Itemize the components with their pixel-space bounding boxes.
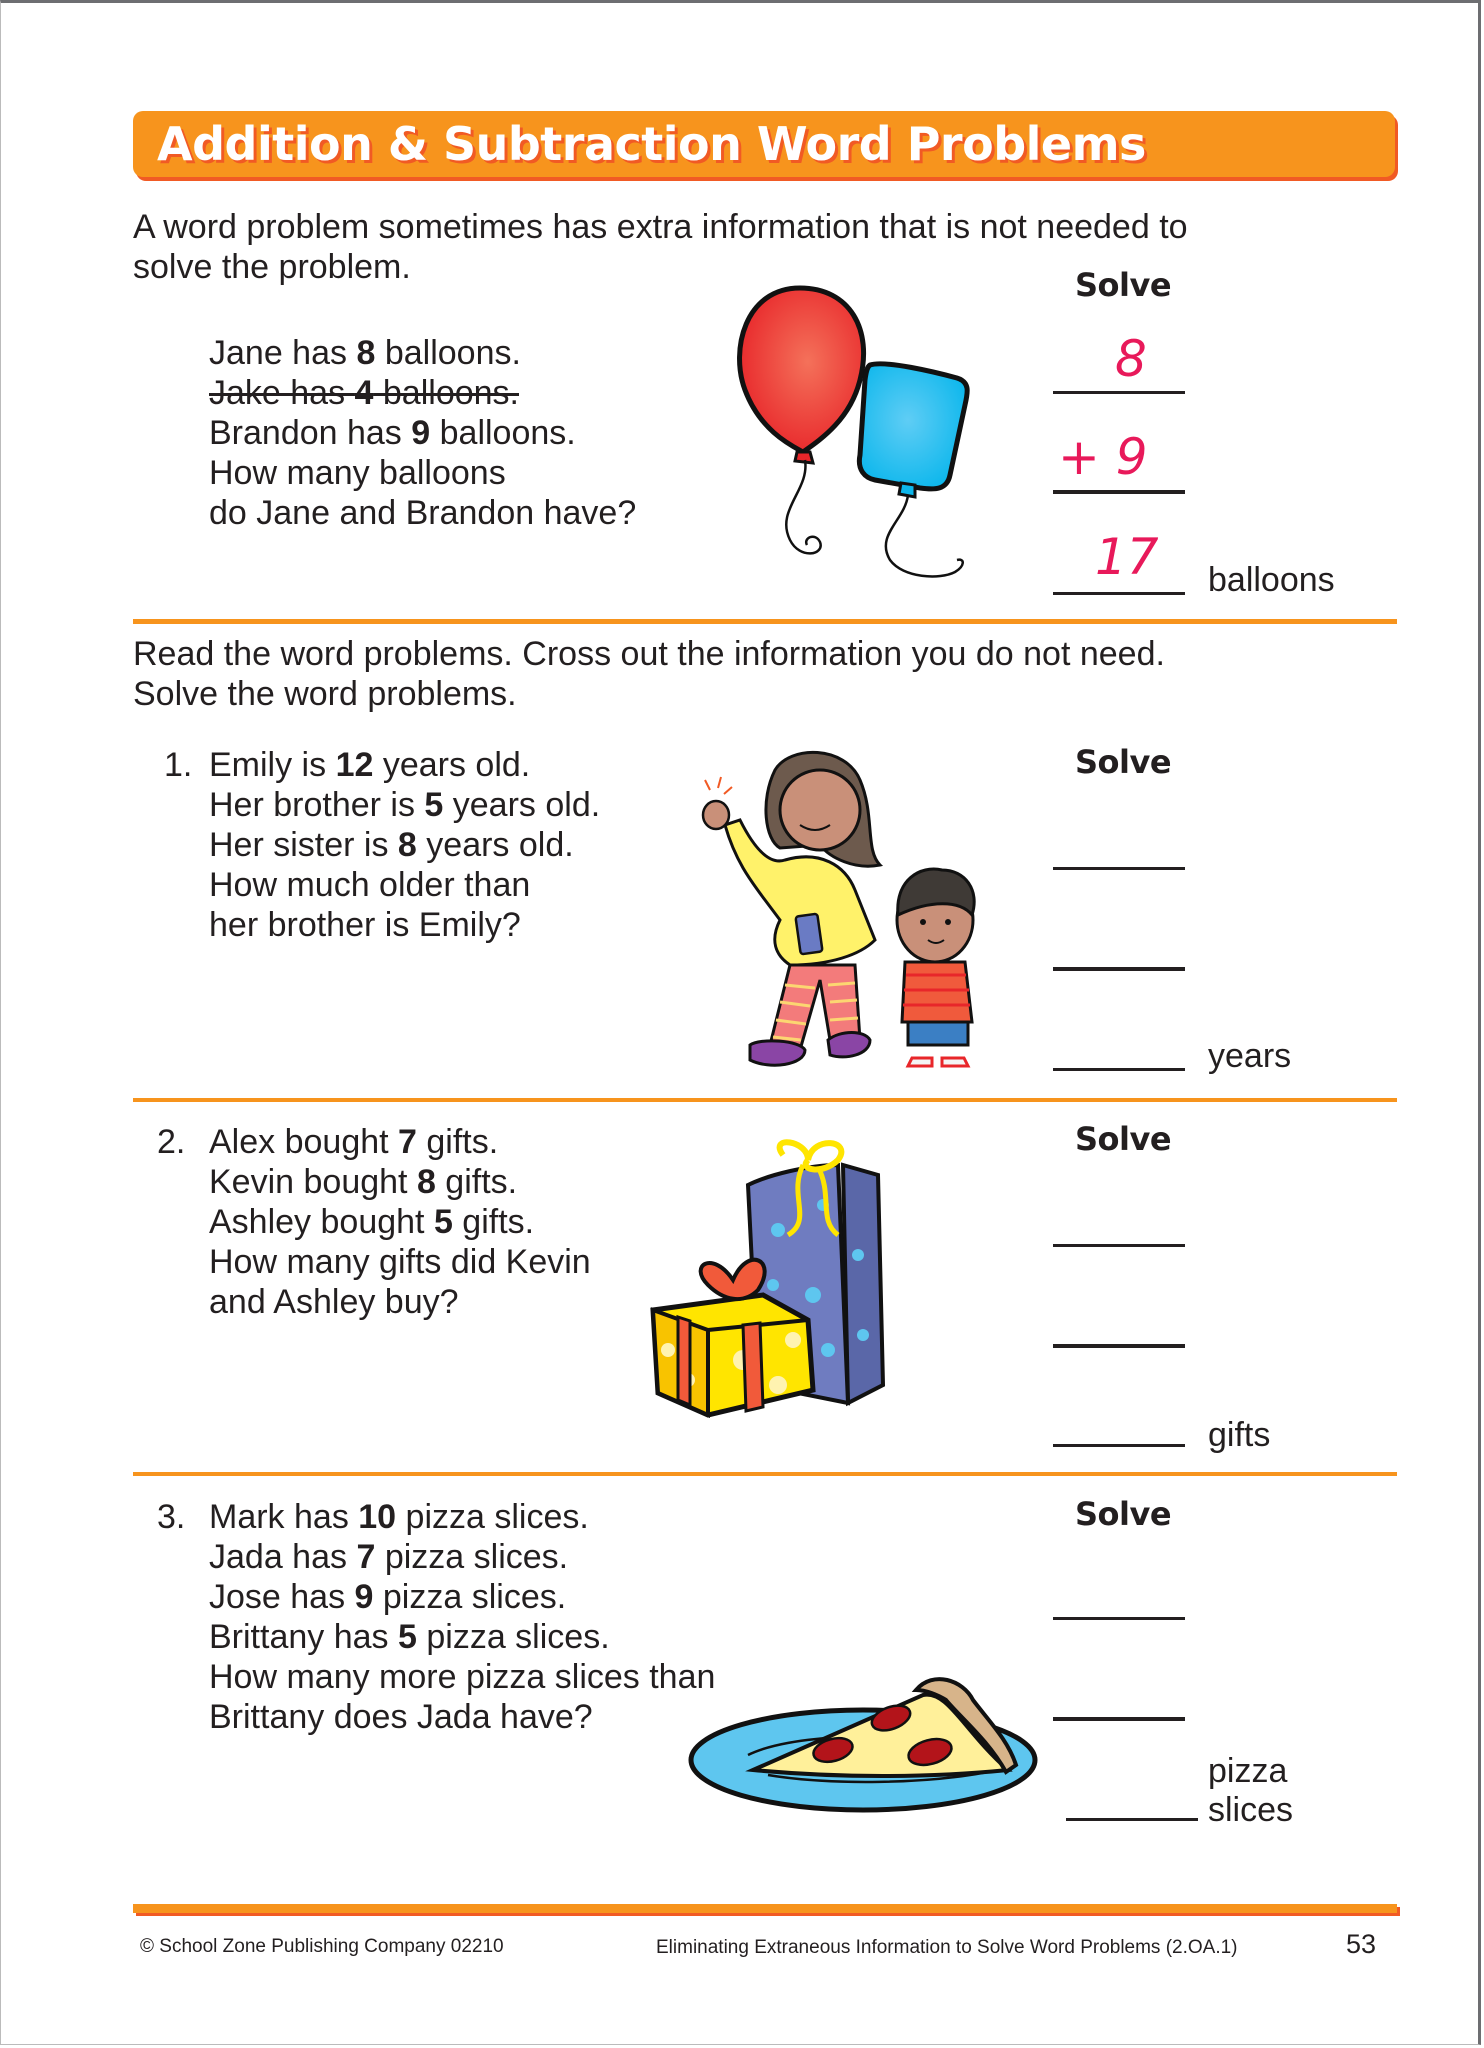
problem-2-answer-line-2[interactable] — [1053, 1344, 1185, 1348]
problem-line[interactable]: and Ashley buy? — [209, 1283, 459, 1321]
problem-line[interactable]: Brittany does Jada have? — [209, 1698, 593, 1736]
problem-1-answer-line-2[interactable] — [1053, 967, 1185, 971]
problem-3-solve-label: Solve — [1075, 1495, 1172, 1533]
children-illustration — [680, 740, 980, 1080]
problem-number: 1. — [164, 746, 193, 784]
problem-number: 2. — [157, 1123, 186, 1161]
problem-line[interactable]: Mark has 10 pizza slices. — [209, 1498, 589, 1536]
problem-line[interactable]: Kevin bought 8 gifts. — [209, 1163, 518, 1201]
example-line: Brandon has 9 balloons. — [209, 414, 576, 452]
example-answer-second-number: + 9 — [1058, 428, 1148, 486]
problem-line[interactable]: Jada has 7 pizza slices. — [209, 1538, 569, 1576]
example-answer-line-2 — [1053, 490, 1185, 494]
problem-2-unit-label: gifts — [1208, 1416, 1271, 1454]
problem-1-solve-label: Solve — [1075, 743, 1172, 781]
example-answer-result: 17 — [1095, 528, 1159, 586]
problem-line[interactable]: Ashley bought 5 gifts. — [209, 1203, 535, 1241]
problem-line[interactable]: How many gifts did Kevin — [209, 1243, 591, 1281]
problem-2-text — [209, 1122, 591, 1322]
problem-line[interactable]: Jose has 9 pizza slices. — [209, 1578, 567, 1616]
example-answer-line-3 — [1053, 592, 1185, 595]
problem-line[interactable]: Her brother is 5 years old. — [209, 786, 601, 824]
example-answer-first-number: 8 — [1115, 330, 1147, 388]
example-line: How many balloons — [209, 454, 506, 492]
footer-topic: Eliminating Extraneous Information to Solve Word Problems (2.OA.1) — [656, 1937, 1238, 1958]
pizza-illustration — [688, 1660, 1043, 1815]
instructions-line-2: Solve the word problems. — [133, 675, 517, 713]
example-answer-line-1 — [1053, 391, 1185, 394]
footer-copyright: © School Zone Publishing Company 02210 — [140, 1936, 504, 1957]
problem-line[interactable]: How much older than — [209, 866, 531, 904]
problem-3-answer-line-2[interactable] — [1053, 1717, 1185, 1721]
section-divider — [133, 1098, 1397, 1102]
example-unit-label: balloons — [1208, 561, 1335, 599]
example-line: Jane has 8 balloons. — [209, 334, 521, 372]
section-divider — [133, 1472, 1397, 1476]
problem-2-solve-label: Solve — [1075, 1120, 1172, 1158]
balloons-illustration — [725, 280, 985, 590]
intro-line-2: solve the problem. — [133, 248, 411, 286]
intro-line-1: A word problem sometimes has extra information that is not needed to — [133, 208, 1188, 246]
problem-line[interactable]: Alex bought 7 gifts. — [209, 1123, 499, 1161]
problem-3-answer-line-1[interactable] — [1053, 1617, 1185, 1620]
example-problem-text — [209, 333, 636, 533]
problem-3-text — [209, 1497, 715, 1737]
problem-2-answer-line-1[interactable] — [1053, 1244, 1185, 1247]
instructions-line-1: Read the word problems. Cross out the information you do not need. — [133, 635, 1165, 673]
problem-1-unit-label: years — [1208, 1037, 1292, 1075]
footer-bar — [133, 1904, 1397, 1913]
page-number: 53 — [1346, 1929, 1377, 1959]
problem-line[interactable]: Emily is 12 years old. — [209, 746, 531, 784]
example-line-crossed-out: Jake has 4 balloons. — [209, 374, 519, 412]
problem-1-answer-line-1[interactable] — [1053, 867, 1185, 870]
problem-3-answer-line-3[interactable] — [1066, 1818, 1198, 1821]
problem-line[interactable]: How many more pizza slices than — [209, 1658, 716, 1696]
page-title: Addition & Subtraction Word Problems — [157, 117, 1146, 171]
problem-2-answer-line-3[interactable] — [1053, 1444, 1185, 1447]
example-line: do Jane and Brandon have? — [209, 494, 637, 532]
problem-number: 3. — [157, 1498, 186, 1536]
example-solve-label: Solve — [1075, 266, 1172, 304]
problem-3-unit-label-line-1: pizza — [1208, 1752, 1288, 1790]
section-divider — [133, 619, 1397, 624]
page-header-band — [133, 111, 1395, 177]
problem-line[interactable]: Brittany has 5 pizza slices. — [209, 1618, 610, 1656]
problem-1-text — [209, 745, 600, 945]
problem-line[interactable]: Her sister is 8 years old. — [209, 826, 574, 864]
problem-3-unit-label-line-2: slices — [1208, 1791, 1294, 1829]
gifts-illustration — [648, 1135, 893, 1420]
problem-line[interactable]: her brother is Emily? — [209, 906, 521, 944]
problem-1-answer-line-3[interactable] — [1053, 1068, 1185, 1071]
